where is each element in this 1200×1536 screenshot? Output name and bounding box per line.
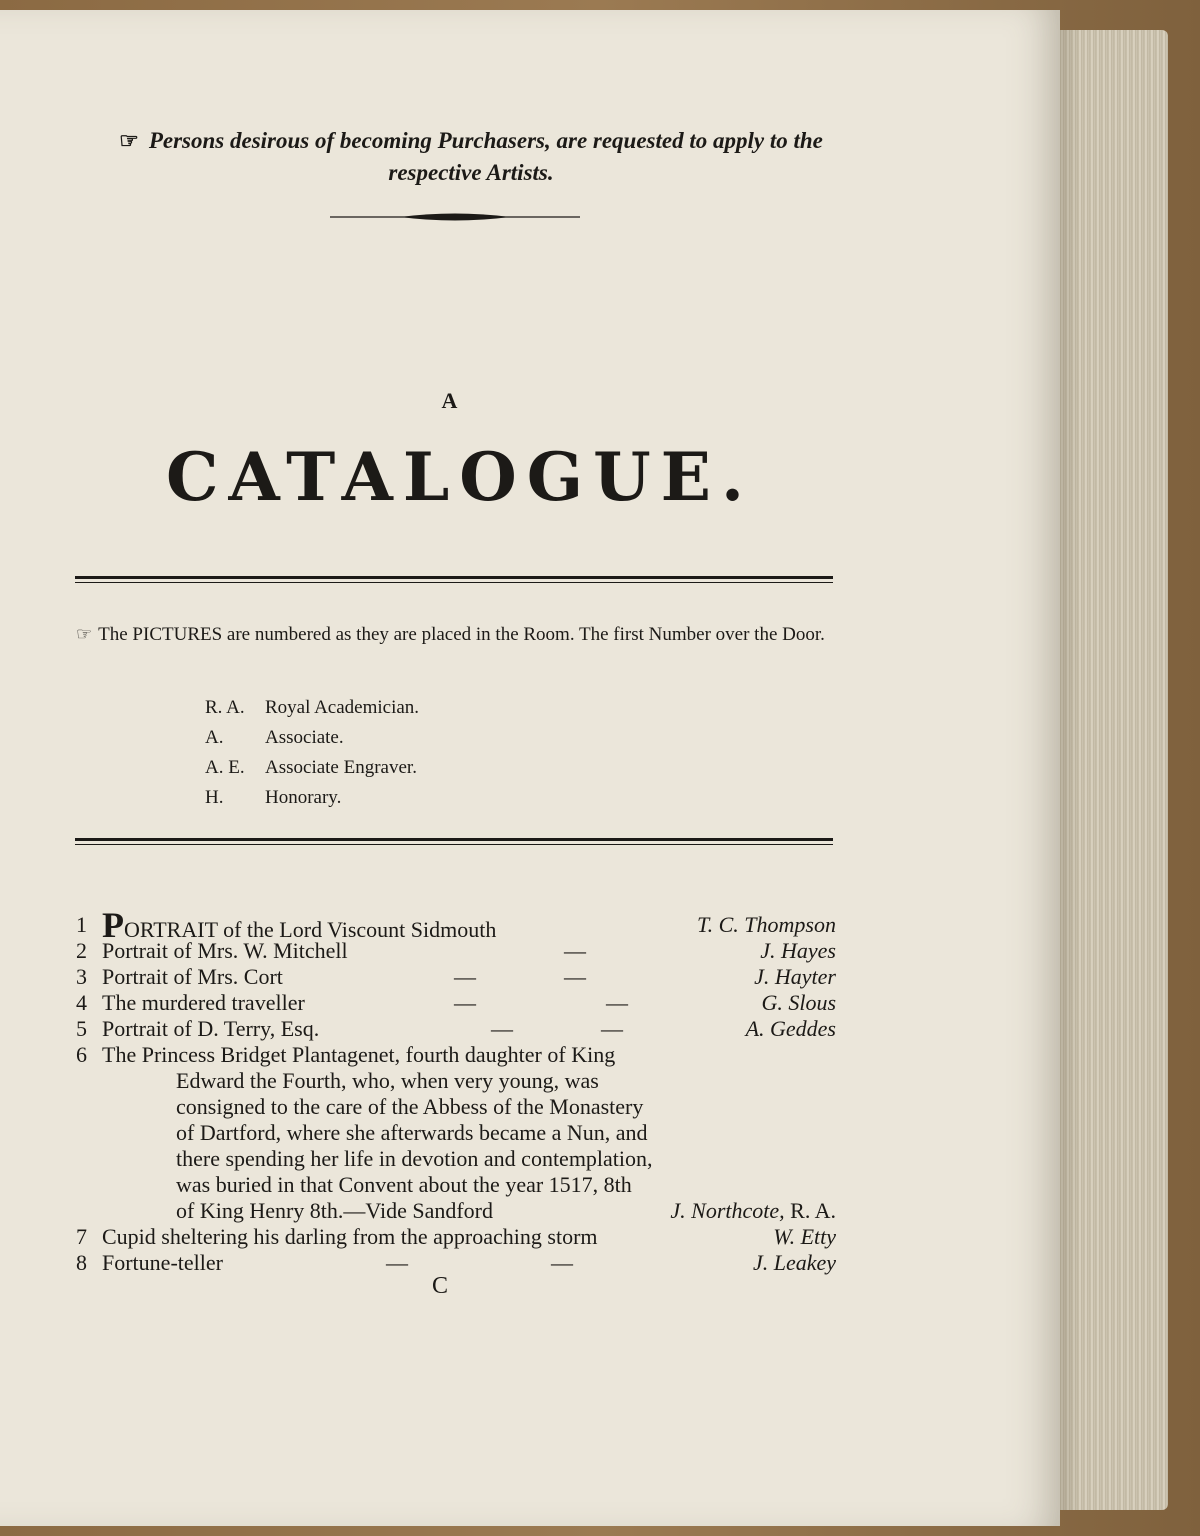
ditto-dash: — <box>601 1016 623 1041</box>
entry-number: 4 <box>76 990 87 1015</box>
book-page <box>0 10 1060 1526</box>
entry-number: 3 <box>76 964 87 989</box>
ditto-dash: — <box>606 990 628 1015</box>
abbreviations-list <box>205 693 419 813</box>
entry-title: PORTRAIT of the Lord Viscount Sidmouth <box>102 905 497 945</box>
abbreviation-row: A. E. Associate Engraver. <box>205 757 417 778</box>
entry-artist: G. Slous <box>761 990 836 1015</box>
entry-artist: W. Etty <box>773 1224 836 1249</box>
entry-title: Portrait of Mrs. Cort <box>102 964 283 989</box>
catalogue-entry <box>76 938 836 964</box>
ditto-dash: — <box>491 1016 513 1041</box>
pointing-hand-icon: ☞ <box>76 624 93 644</box>
entry-number: 5 <box>76 1016 87 1041</box>
entry-number: 6 <box>76 1042 87 1067</box>
ditto-dash: — <box>386 1250 408 1275</box>
entry-number: 7 <box>76 1224 87 1249</box>
catalogue-entry <box>76 1042 836 1068</box>
entry-title: Portrait of D. Terry, Esq. <box>102 1016 320 1041</box>
abbreviation-row: R. A. Royal Academician. <box>205 697 420 718</box>
entry-artist: A. Geddes <box>745 1016 836 1041</box>
catalogue-entry <box>76 905 836 945</box>
ditto-dash: — <box>454 964 476 989</box>
ditto-dash: — <box>564 938 586 963</box>
purchasers-notice: ☞ Persons desirous of becoming Purchasers, are requested to apply to the respective Artists. <box>119 128 823 185</box>
ornamental-rule <box>330 211 580 223</box>
entry-artist: J. Northcote, R. A. <box>670 1198 836 1223</box>
ditto-dash: — <box>454 990 476 1015</box>
abbreviation-row: A. Associate. <box>205 727 344 748</box>
page-title: CATALOGUE. <box>166 438 754 516</box>
catalogue-entry <box>76 1224 836 1250</box>
entry-title: Portrait of Mrs. W. Mitchell <box>102 938 348 963</box>
entry-title: Cupid sheltering his darling from the approaching storm <box>102 1224 598 1249</box>
entry-title: The Princess Bridget Plantagenet, fourth daughter of King <box>102 1042 616 1067</box>
pointing-hand-icon: ☞ <box>119 128 139 153</box>
catalogue-entry <box>76 964 836 990</box>
entry-number: 2 <box>76 938 87 963</box>
catalogue-entry <box>76 1016 836 1042</box>
entry-artist: J. Leakey <box>752 1250 836 1275</box>
entry-number: 1 <box>76 912 87 937</box>
entry-artist: J. Hayes <box>760 938 836 963</box>
heading-article: A <box>441 388 459 413</box>
pictures-note: ☞ The PICTURES are numbered as they are placed in the Room. The first Number over the Door. <box>76 624 825 645</box>
entry-title: The murdered traveller <box>102 990 305 1015</box>
entry-artist: J. Hayter <box>754 964 836 989</box>
entry-artist: T. C. Thompson <box>697 912 836 937</box>
abbreviation-row: H. Honorary. <box>205 787 342 808</box>
signature-mark: C <box>431 1273 448 1299</box>
entry-title: Fortune-teller <box>102 1250 223 1275</box>
ditto-dash: — <box>551 1250 573 1275</box>
entry-number: 8 <box>76 1250 87 1275</box>
catalogue-entries: 1 PORTRAIT of the Lord Viscount Sidmouth T. C. Thompson 2 Portrait of Mrs. W. Mitchell — J. Hayes 3 Portrait of Mrs. Cort — — J. Hayter 4 The murdered traveller — — G. Slous 5 Portrait of D. Terry, Esq. — — A. Geddes 6 The Princess Bridget Plantagenet, fourth daughter of King Edward the Fourth, who, when very young, was consigned to the care of the Abbess of the Monastery of Dartford, where she afterwards became a Nun, and there spending her life in devotion and contemplation, was buried in that Convent about the year 1517, 8th of King Henry 8th.—Vide Sandford J. Northcote, R. A. 7 Cupid sheltering his darling from the approaching storm W. Etty 8 Fortune-teller — — J. Leakey <box>76 905 836 1275</box>
catalogue-entry <box>76 990 836 1016</box>
double-rule-bottom <box>75 838 833 846</box>
double-rule-top <box>75 576 833 584</box>
ditto-dash: — <box>564 964 586 989</box>
